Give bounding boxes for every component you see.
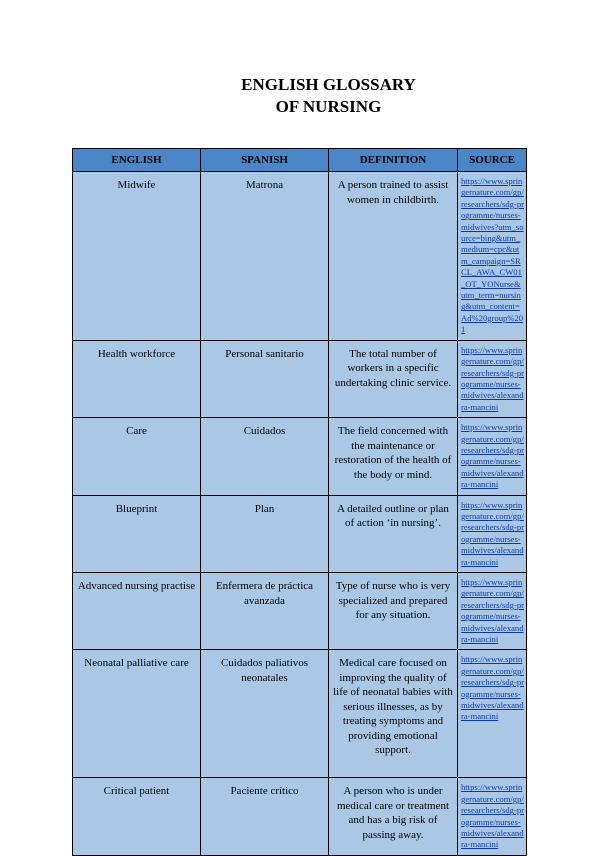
spanish-term: Matrona [201,172,329,341]
definition: A person who is under medical care or treatment and has a big risk of passing away. [329,778,458,855]
table-row [73,340,527,417]
spanish-term: Enfermera de práctica avanzada [201,573,329,650]
source-link[interactable]: https://www.springernature.com/gp/researchers/sdg-programme/nurses-midwives/alexandra-mancini [461,344,524,412]
header-definition: DEFINITION [329,149,458,172]
english-term: Care [73,418,201,495]
header-source: SOURCE [458,149,527,172]
source-link[interactable]: https://www.springernature.com/gp/researchers/sdg-programme/nurses-midwives?utm_source=bing&utm_medium=cpc&utm_campaign=SRCL_AWA_CW01_OT_YONurse&utm_term=nursing&utm_content=Ad%20group%201 [461,176,524,335]
header-row [73,149,527,172]
header-spanish: SPANISH [201,149,329,172]
spanish-term: Cuidados [201,418,329,495]
source-link[interactable]: https://www.springernature.com/gp/researchers/sdg-programme/nurses-midwives/alexandra-mancini [461,577,524,645]
spanish-term: Paciente crítico [201,778,329,855]
table-row [73,650,527,778]
table-row [73,778,527,855]
definition: A detailed outline or plan of action ‘in nursing’. [329,495,458,572]
page-title [0,74,600,118]
source-link[interactable]: https://www.springernature.com/gp/researchers/sdg-programme/nurses-midwives/alexandra-mancini [461,499,524,567]
source-link[interactable]: https://www.springernature.com/gp/researchers/sdg-programme/nurses-midwives/alexandra-mancini [461,422,524,490]
glossary-table [72,148,527,856]
english-term: Midwife [73,172,201,341]
definition: Medical care focused on improving the quality of life of neonatal babies with serious illnesses, as by treating symptoms and providing emotional support. [329,650,458,778]
table-row [73,418,527,495]
spanish-term: Plan [201,495,329,572]
title-line-1: ENGLISH GLOSSARY [241,75,416,94]
title-line-2: OF NURSING [275,97,382,116]
definition: Type of nurse who is very specialized and prepared for any situation. [329,573,458,650]
table-row [73,172,527,341]
source-link[interactable]: https://www.springernature.com/gp/researchers/sdg-programme/nurses-midwives/alexandra-mancini [461,782,524,850]
english-term: Advanced nursing practise [73,573,201,650]
spanish-term: Personal sanitario [201,340,329,417]
definition: A person trained to assist women in childbirth. [329,172,458,341]
header-english: ENGLISH [73,149,201,172]
source-link[interactable]: https://www.springernature.com/gp/researchers/sdg-programme/nurses-midwives/alexandra-mancini [461,654,524,722]
english-term: Blueprint [73,495,201,572]
spanish-term: Cuidados paliativos neonatales [201,650,329,778]
english-term: Health workforce [73,340,201,417]
table-row [73,495,527,572]
table-row [73,573,527,650]
definition: The field concerned with the maintenance or restoration of the health of the body or mind. [329,418,458,495]
definition: The total number of workers in a specific undertaking clinic service. [329,340,458,417]
english-term: Neonatal palliative care [73,650,201,778]
english-term: Critical patient [73,778,201,855]
